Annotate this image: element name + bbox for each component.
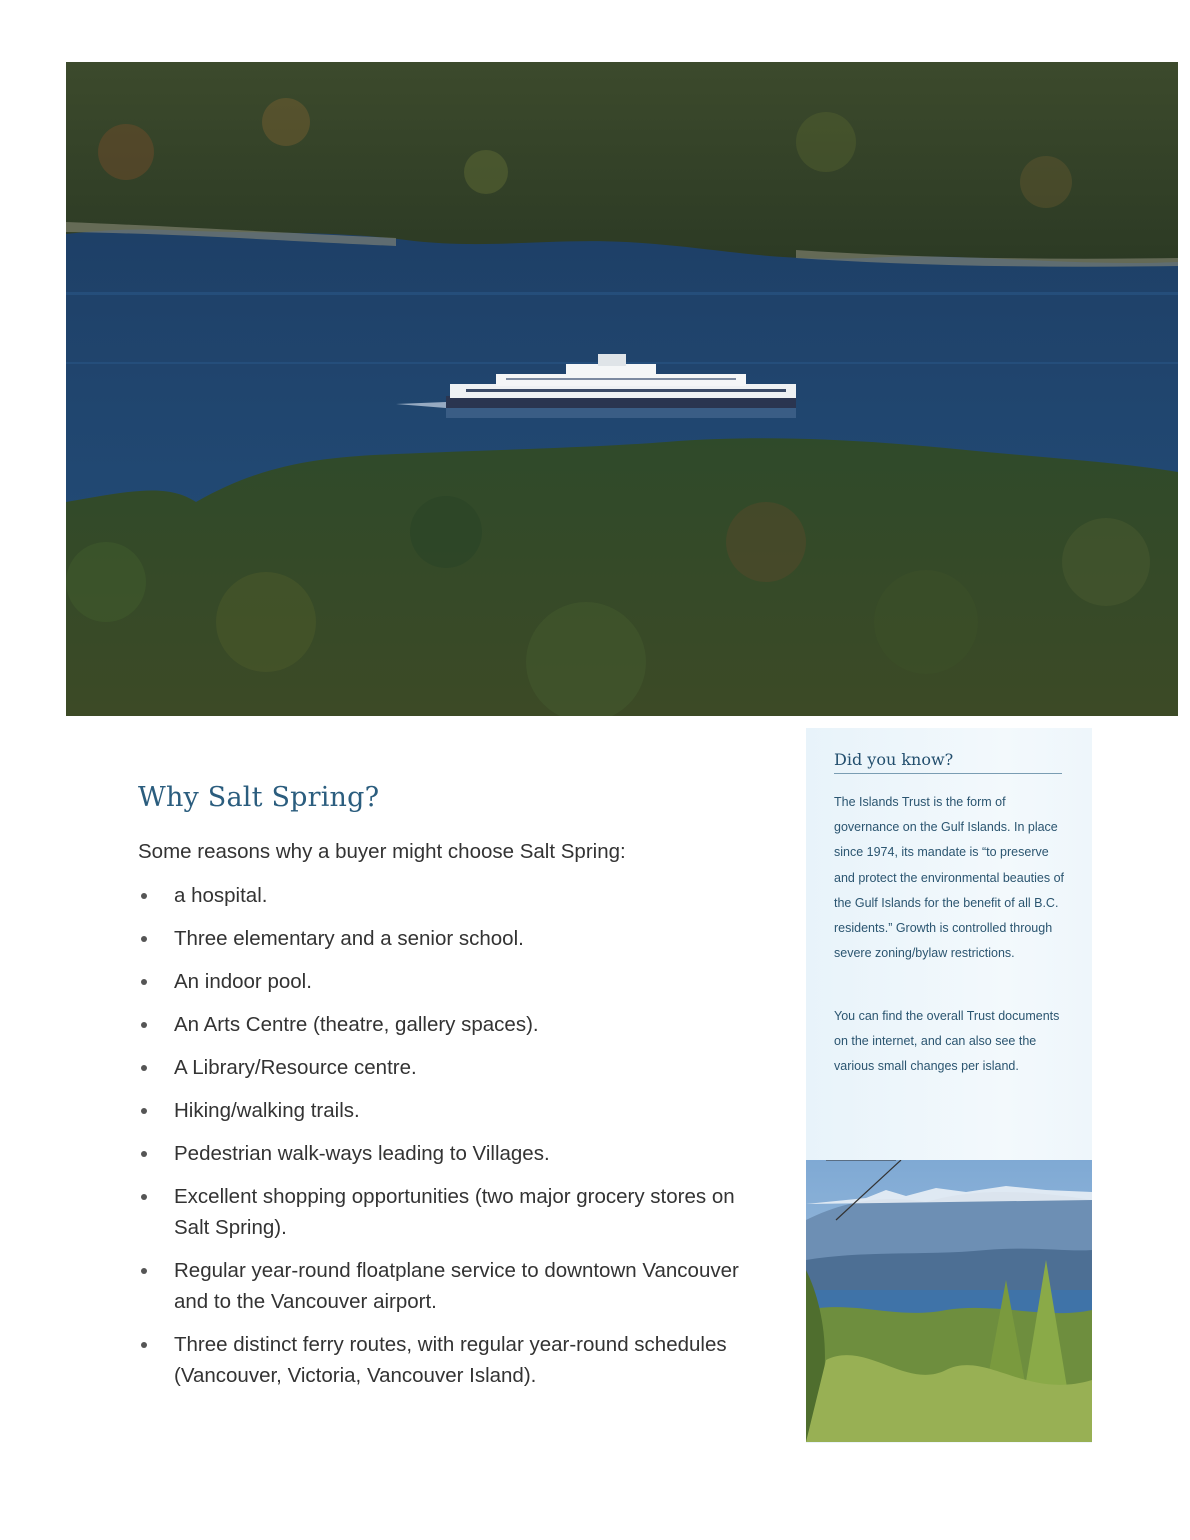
bullet-icon <box>141 936 147 942</box>
bullet-icon <box>141 1194 147 1200</box>
list-item-text: A Library/Resource centre. <box>174 1056 417 1079</box>
list-item <box>138 966 759 997</box>
bullet-icon <box>141 1108 147 1114</box>
bullet-icon <box>141 1022 147 1028</box>
list-item-text: An Arts Centre (theatre, gallery spaces). <box>174 1013 539 1036</box>
list-item <box>138 1255 759 1317</box>
list-item <box>138 880 759 911</box>
list-item <box>138 1009 759 1040</box>
ferry-scene-illustration <box>66 62 1178 716</box>
bullet-icon <box>141 893 147 899</box>
list-item-text: Pedestrian walk-ways leading to Villages. <box>174 1142 550 1165</box>
list-item <box>138 923 759 954</box>
list-item <box>138 1181 759 1243</box>
list-item <box>138 1052 759 1083</box>
list-item-text: Regular year-round floatplane service to downtown Vancouver and to the Vancouver airport. <box>174 1259 739 1313</box>
list-item-text: An indoor pool. <box>174 970 312 993</box>
list-item-text: a hospital. <box>174 884 268 907</box>
island-view-illustration <box>806 1160 1092 1442</box>
reasons-list <box>138 880 778 1403</box>
hero-photo <box>66 62 1178 716</box>
list-item-text: Three elementary and a senior school. <box>174 927 524 950</box>
sidebar-heading: Did you know? <box>834 750 1062 774</box>
list-item-text: Hiking/walking trails. <box>174 1099 360 1122</box>
list-item <box>138 1329 759 1391</box>
intro-text: Some reasons why a buyer might choose Salt Spring: <box>138 840 626 863</box>
bullet-icon <box>141 1151 147 1157</box>
list-item <box>138 1095 759 1126</box>
sidebar-paragraph: You can find the overall Trust documents on the internet, and can also see the various small changes per island. <box>834 1009 1060 1074</box>
bullet-icon <box>141 1342 147 1348</box>
bullet-icon <box>141 1065 147 1071</box>
list-item-text: Three distinct ferry routes, with regular year-round schedules (Vancouver, Victoria, Vancouver Island). <box>174 1333 727 1387</box>
list-item-text: Excellent shopping opportunities (two major grocery stores on Salt Spring). <box>174 1185 735 1239</box>
page-title: Why Salt Spring? <box>138 782 380 813</box>
sidebar-paragraph: The Islands Trust is the form of governance on the Gulf Islands. In place since 1974, its mandate is “to preserve and protect the environmental beauties of the Gulf Islands for the benefit of all B.C. residents.” Growth is controlled through severe zoning/bylaw restrictions. <box>834 795 1065 961</box>
bullet-icon <box>141 1268 147 1274</box>
bullet-icon <box>141 979 147 985</box>
island-view-photo <box>806 1160 1092 1442</box>
list-item <box>138 1138 759 1169</box>
